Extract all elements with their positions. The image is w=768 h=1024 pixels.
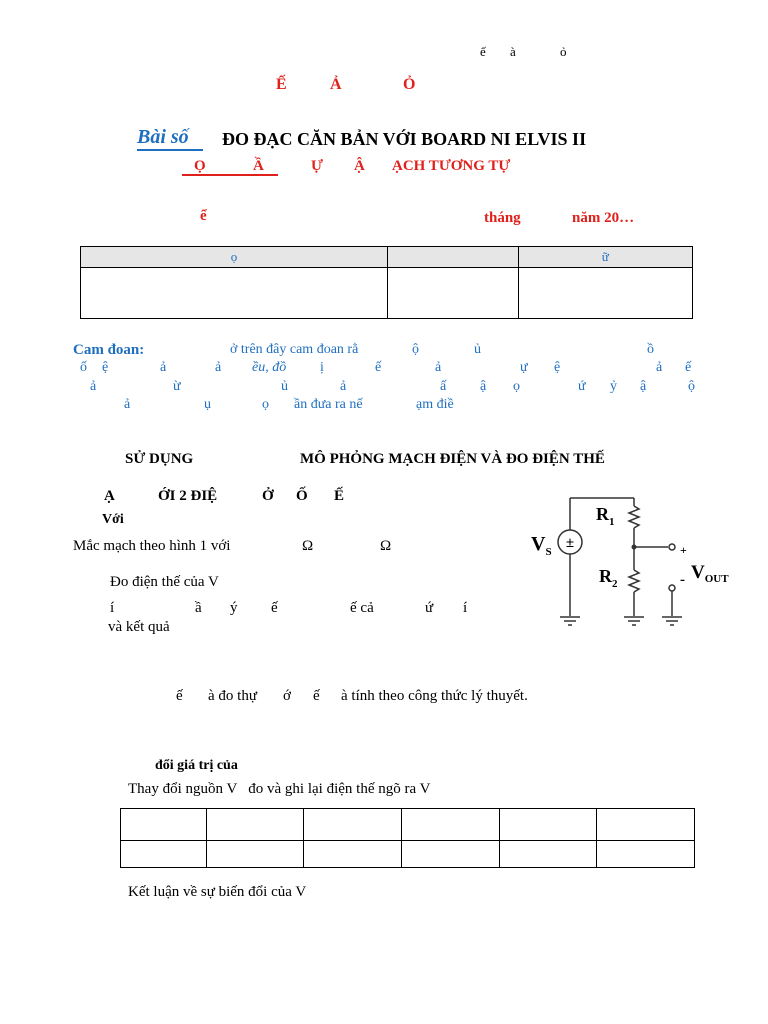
meas-cell[interactable] — [206, 841, 304, 868]
meas-cell[interactable] — [402, 809, 500, 841]
measurement-table — [120, 808, 695, 868]
subsection-a-2: ỚI 2 ĐIỆ — [158, 488, 218, 504]
red-header-3: Ỏ — [403, 76, 416, 93]
pledge-line2-6: ị — [320, 360, 324, 375]
pledge-line3-6: ậ — [480, 379, 487, 394]
pledge-line2-4: ả — [215, 360, 222, 375]
meas-cell[interactable] — [597, 841, 695, 868]
compute-6: ứ — [425, 600, 434, 616]
ohm-2: Ω — [380, 538, 392, 554]
pledge-line4-3: ọ — [262, 397, 269, 412]
vout-plus: + — [680, 543, 687, 557]
pledge-line2-7: ế — [375, 360, 382, 375]
pledge-line1-1: ở trên đây cam đoan rằ — [230, 342, 359, 357]
r1-label: $R_1$ — [596, 504, 615, 528]
subtitle-part-1: Ọ — [194, 158, 206, 174]
info-cell-name[interactable] — [81, 268, 388, 319]
pledge-line3-8: ứ — [578, 379, 586, 394]
vout-label: $V_{OUT}$ — [691, 562, 729, 585]
pledge-line3-10: ậ — [640, 379, 647, 394]
pledge-line2-9: ự — [520, 360, 528, 375]
pledge-line1-3: ủ — [474, 342, 481, 357]
pledge-line3-5: ấ — [440, 379, 447, 394]
pledge-line3-4: ả — [340, 379, 347, 394]
compute-1: í — [110, 600, 115, 616]
red-header-1: Ế — [276, 76, 287, 93]
subsection-a-4: Ố — [296, 488, 308, 504]
section-change-heading: đổi giá trị của — [155, 758, 238, 773]
info-cell-middle[interactable] — [387, 268, 518, 319]
with-label: Với — [102, 512, 124, 527]
measure-text: Đo điện thế của V — [110, 574, 219, 590]
meas-cell[interactable] — [597, 809, 695, 841]
pledge-line2-1: ố — [80, 360, 87, 375]
compute-4: ế — [271, 600, 278, 616]
red-header-2: Ả — [330, 76, 342, 93]
subtitle-part-4: Ậ — [354, 158, 365, 174]
compare-1: ế — [176, 688, 183, 704]
pledge-line2-3: ả — [160, 360, 167, 375]
meas-cell[interactable] — [499, 809, 597, 841]
top-note-1: ế — [480, 44, 486, 59]
step-connect: Mắc mạch theo hình 1 với — [73, 538, 231, 554]
pledge-line4-2: ụ — [204, 397, 211, 412]
pledge-line3-2: ừ — [173, 379, 181, 394]
compare-4: ế — [313, 688, 320, 704]
info-header-name: ọ — [81, 247, 388, 268]
meas-cell[interactable] — [499, 841, 597, 868]
conclusion-text: Kết luận về sự biến đổi của V — [128, 884, 307, 900]
info-header-signature: ữ — [518, 247, 692, 268]
subsection-a-3: Ở — [262, 488, 274, 504]
compute-5: ế cả — [350, 600, 374, 616]
pledge-line2-5: ều, đồ — [252, 360, 287, 375]
subtitle-part-2: Ầ — [253, 158, 264, 174]
meas-cell[interactable] — [121, 809, 207, 841]
subsection-a-5: Ế — [334, 488, 345, 504]
pledge-line2-2: ệ — [102, 360, 109, 375]
date-year: năm 20… — [572, 210, 635, 226]
lab-title: ĐO ĐẠC CĂN BẢN VỚI BOARD NI ELVIS II — [222, 129, 587, 149]
subtitle-part-3: Ự — [311, 158, 323, 174]
lab-number-label: Bài số — [137, 126, 203, 151]
compare-3: ớ — [283, 688, 291, 704]
compute-7: í — [463, 600, 468, 616]
pledge-line4-1: ả — [124, 397, 131, 412]
section1-right: MÔ PHỎNG MẠCH ĐIỆN VÀ ĐO ĐIỆN THẾ — [300, 451, 605, 467]
pledge-line1-4: ồ — [647, 342, 654, 357]
pledge-line2-12: ế — [685, 360, 692, 375]
pledge-line2-11: ả — [656, 360, 663, 375]
pledge-line3-7: ọ — [513, 379, 520, 394]
r2-label: $R_2$ — [599, 566, 618, 590]
subsection-a-1: Ạ — [104, 488, 115, 504]
top-note-3: ỏ — [560, 44, 567, 59]
date-month: tháng — [484, 210, 521, 226]
date-left: ể — [200, 208, 207, 224]
pledge-label: Cam đoan: — [73, 342, 145, 358]
compare-2: à đo thự — [208, 688, 257, 704]
pledge-line3-9: ỷ — [610, 379, 617, 394]
source-pm: ± — [565, 535, 575, 551]
meas-cell[interactable] — [206, 809, 304, 841]
compute-3: ý — [230, 600, 238, 616]
pledge-line3-11: ộ — [688, 379, 695, 394]
vout-minus: - — [680, 572, 685, 588]
ohm-1: Ω — [302, 538, 314, 554]
pledge-line2-10: ệ — [554, 360, 561, 375]
info-cell-signature[interactable] — [518, 268, 692, 319]
results-text: và kết quả — [108, 619, 170, 635]
subtitle-part-5: ẠCH TƯƠNG TỰ — [392, 158, 511, 174]
compare-5: à tính theo công thức lý thuyết. — [341, 688, 528, 704]
section1-left: SỬ DỤNG — [125, 451, 194, 467]
info-header-middle — [387, 247, 518, 268]
pledge-line4-5: ạm điề — [416, 397, 454, 412]
meas-cell[interactable] — [402, 841, 500, 868]
pledge-line2-8: ả — [435, 360, 442, 375]
circuit-diagram — [528, 490, 748, 630]
pledge-line3-3: ủ — [281, 379, 288, 394]
vs-label: $V_S$ — [531, 533, 552, 558]
meas-cell[interactable] — [304, 809, 402, 841]
pledge-line1-2: ộ — [412, 342, 419, 357]
compute-2: ầ — [195, 600, 202, 616]
meas-cell[interactable] — [121, 841, 207, 868]
meas-cell[interactable] — [304, 841, 402, 868]
change-source-text: Thay đổi nguồn V đo và ghi lại điện thế ngõ ra V — [128, 781, 431, 797]
pledge-line4-4: ần đưa ra nế — [294, 397, 363, 412]
info-table — [80, 246, 693, 319]
top-note-2: à — [510, 44, 516, 59]
pledge-line3-1: ả — [90, 379, 97, 394]
